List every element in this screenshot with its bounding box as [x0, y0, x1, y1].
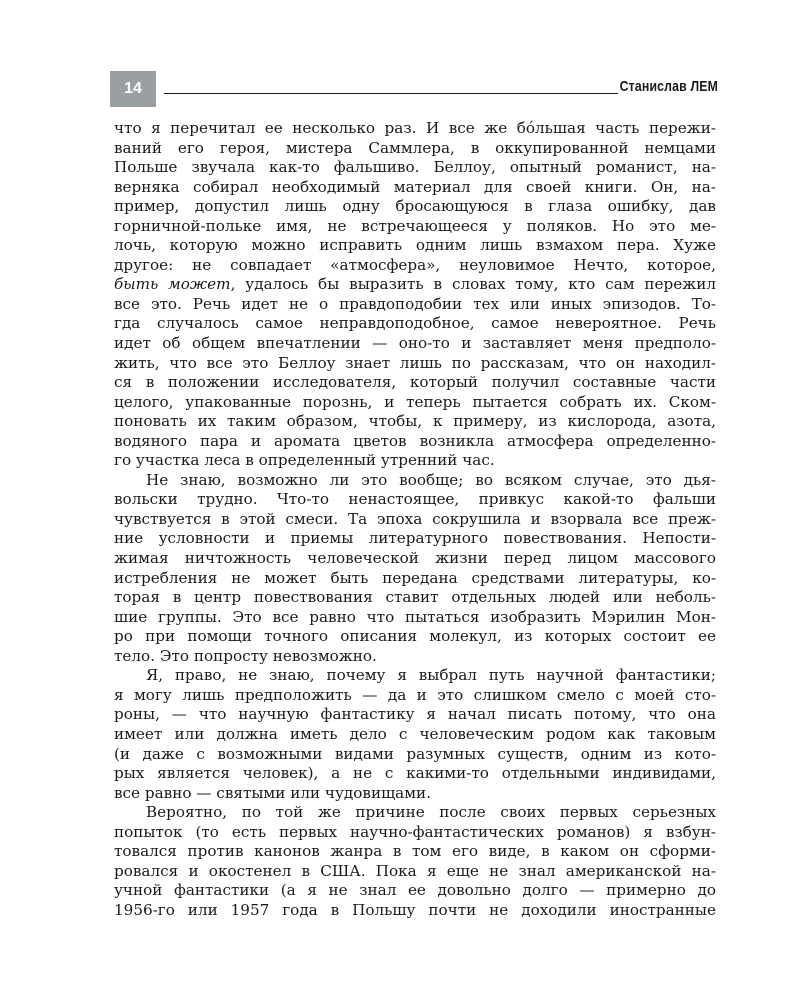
text-line: горничной-польке имя, не встречающееся у поляков. Но это ме-: [114, 216, 716, 235]
text-line: торая в центр повествования ставит отдельных людей или неболь-: [114, 588, 716, 607]
text-line: ровался и окостенел в США. Пока я еще не знал американской на-: [114, 861, 716, 880]
text-line: целого, упакованные порознь, и теперь пытается собрать их. Ском-: [114, 392, 716, 411]
text-line: (и даже с возможными видами разумных существ, одним из кото-: [114, 744, 716, 763]
text-line: роны, — что научную фантастику я начал писать потому, что она: [114, 705, 716, 724]
text-line: жить, что все это Беллоу знает лишь по рассказам, что он находил-: [114, 353, 716, 372]
text-line: Польше звучала как-то фальшиво. Беллоу, опытный романист, на-: [114, 158, 716, 177]
text-line: все это. Речь идет не о правдоподобии тех или иных эпизодов. То-: [114, 294, 716, 313]
text-line: ваний его героя, мистера Саммлера, в оккупированной немцами: [114, 138, 716, 157]
text-line-rest: , удалось бы выразить в словах тому, кто сам пережил: [230, 275, 716, 294]
text-line: Я, право, не знаю, почему я выбрал путь научной фантастики;: [146, 666, 716, 685]
header-rule: [164, 93, 618, 94]
italic-phrase: быть может: [114, 275, 231, 294]
text-line: попыток (то есть первых научно-фантастических романов) я взбун-: [114, 822, 716, 841]
text-line: го участка леса в определенный утренний час.: [114, 451, 495, 470]
text-line: ро при помощи точного описания молекул, из которых состоит ее: [114, 627, 716, 646]
text-line: Вероятно, по той же причине после своих первых серьезных: [146, 803, 716, 822]
body-text: [114, 119, 716, 920]
text-line: гда случалось самое неправдоподобное, самое невероятное. Речь: [114, 314, 716, 333]
text-line: товался против канонов жанра в том его виде, в каком он сформи-: [114, 842, 716, 861]
text-line: водяного пара и аромата цветов возникла атмосфера определенно-: [114, 431, 716, 450]
text-line: другое: не совпадает «атмосфера», неуловимое Нечто, которое,: [114, 255, 716, 274]
text-line: шие группы. Это все равно что пытаться изобразить Мэрилин Мон-: [114, 607, 716, 626]
text-line: идет об общем впечатлении — оно-то и заставляет меня предполо-: [114, 334, 716, 353]
text-line: пример, допустил лишь одну бросающуюся в глаза ошибку, дав: [114, 197, 716, 216]
running-title: Станислав ЛЕМ: [619, 78, 718, 95]
text-line: 1956-го или 1957 года в Польшу почти не доходили иностранные: [114, 900, 716, 919]
text-line: [114, 275, 716, 295]
text-line: я могу лишь предположить — да и это слишком смело с моей сто-: [114, 685, 716, 704]
text-line: имеет или должна иметь дело с человеческим родом как таковым: [114, 724, 716, 743]
text-line: истребления не может быть передана средствами литературы, ко-: [114, 568, 716, 587]
text-line: все равно — святыми или чудовищами.: [114, 783, 432, 802]
text-line: ние условности и приемы литературного повествования. Непости-: [114, 529, 716, 548]
text-line: учной фантастики (а я не знал ее довольно долго — примерно до: [114, 881, 716, 900]
text-line: Не знаю, возможно ли это вообще; во всяком случае, это дья-: [146, 470, 716, 489]
text-line: чувствуется в этой смеси. Та эпоха сокрушила и взорвала все преж-: [114, 509, 716, 528]
text-line: вольски трудно. Что-то ненастоящее, привкус какой-то фальши: [114, 490, 716, 509]
text-line: ся в положении исследователя, который получил составные части: [114, 373, 716, 392]
text-line: жимая ничтожность человеческой жизни перед лицом массового: [114, 549, 716, 568]
text-line: тело. Это попросту невозможно.: [114, 646, 377, 665]
page-number: 14: [110, 71, 156, 107]
page-header: [110, 71, 718, 107]
text-line: верняка собирал необходимый материал для своей книги. Он, на-: [114, 177, 716, 196]
text-line: поновать их таким образом, чтобы, к примеру, из кислорода, азота,: [114, 412, 716, 431]
text-line: рых является человек), а не с какими-то отдельными индивидами,: [114, 764, 716, 783]
text-line: что я перечитал ее несколько раз. И все же бóльшая часть пережи-: [114, 119, 716, 137]
text-line: лочь, которую можно исправить одним лишь взмахом пера. Хуже: [114, 236, 716, 255]
